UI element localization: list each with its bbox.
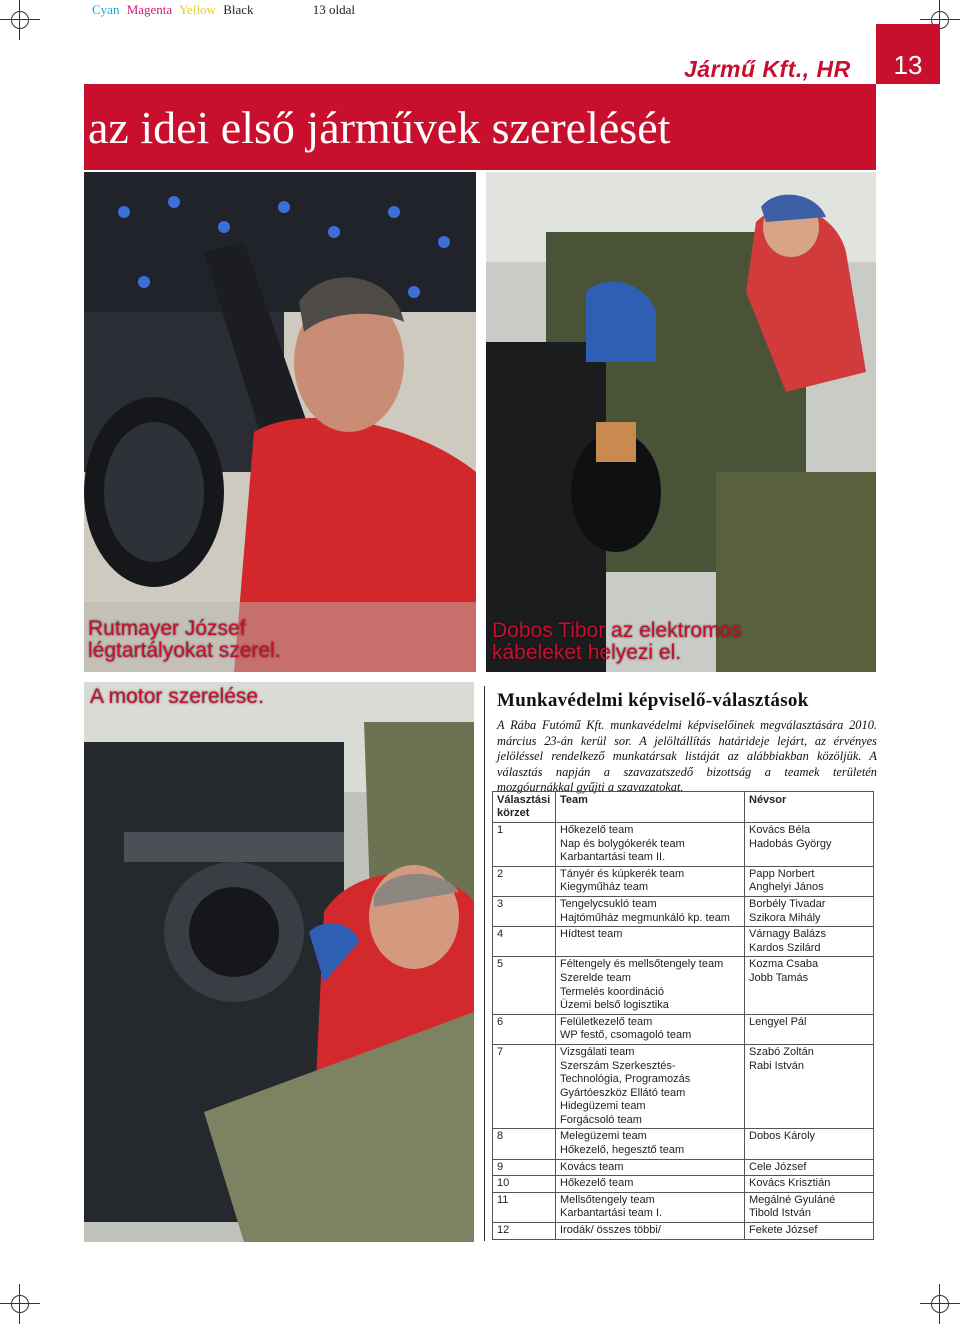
team-name: Mellsőtengely team	[560, 1193, 655, 1206]
team-cell	[556, 1014, 745, 1044]
table-row	[493, 1176, 874, 1193]
page-number: 13	[893, 49, 923, 80]
team-name: Hídtest team	[560, 928, 623, 941]
candidate-name: Szikora Mihály	[749, 911, 821, 924]
district-cell: 7	[493, 1044, 556, 1129]
district-cell: 10	[493, 1176, 556, 1193]
candidate-name: Kardos Szilárd	[749, 941, 821, 954]
team-cell	[556, 1129, 745, 1159]
article	[497, 690, 877, 796]
team-name: Technológia, Programozás	[560, 1073, 691, 1086]
table-row	[493, 823, 874, 867]
column-header-team: Team	[556, 792, 745, 823]
table-header-row	[493, 792, 874, 823]
candidate-name: Jobb Tamás	[749, 971, 809, 984]
photo-caption	[492, 620, 742, 664]
photo-caption	[88, 618, 281, 662]
team-name: Kiegyműház team	[560, 881, 649, 894]
district-cell: 5	[493, 957, 556, 1014]
team-name: Hőkezelő team	[560, 824, 634, 836]
district-cell: 8	[493, 1129, 556, 1159]
candidate-name: Papp Norbert	[749, 867, 815, 880]
names-cell	[745, 957, 874, 1014]
candidate-name: Kovács Krisztián	[749, 1177, 831, 1190]
table-row	[493, 957, 874, 1014]
slug-page: 13 oldal	[312, 2, 356, 17]
page-number-box	[876, 24, 940, 84]
team-name: Szerelde team	[560, 971, 631, 984]
table-row	[493, 1044, 874, 1129]
team-name: Üzemi belső logisztika	[560, 999, 669, 1012]
photo-engine-assembly	[84, 682, 474, 1242]
team-name: Féltengely és mellsőtengely team	[560, 958, 724, 971]
slug-magenta: Magenta	[126, 2, 173, 17]
table-row	[493, 1129, 874, 1159]
caption-text: Rutmayer József légtartályokat szerel.	[88, 617, 281, 662]
candidate-table	[492, 791, 874, 1240]
team-cell	[556, 1176, 745, 1193]
team-name: Termelés koordináció	[560, 985, 664, 998]
caption-text: A motor szerelése.	[90, 685, 264, 708]
photo-air-tank-assembly	[84, 172, 476, 672]
article-body: A Rába Futómű Kft. munkavédelmi képviselőinek megválasztására 2010. március 23-án kerül sor. A jelöltállítás határideje lejárt, az érvényes jelöléssel rendelkező munkatársak listáját az alábbiakban közöljük. A választás napján a szavazatszedő bizottság a teamek területén mozgóurnákkal gyűjti a szavazatokat.	[497, 718, 877, 795]
team-cell	[556, 823, 745, 867]
team-name: Vizsgálati team	[560, 1045, 635, 1058]
district-cell: 12	[493, 1223, 556, 1240]
district-cell: 11	[493, 1192, 556, 1222]
team-name: Tányér és kúpkerék team	[560, 867, 685, 880]
team-cell	[556, 1192, 745, 1222]
candidate-name: Kovács Béla	[749, 824, 811, 836]
candidate-name: Dobos Károly	[749, 1130, 816, 1143]
team-name: Kovács team	[560, 1160, 624, 1173]
slug-black: Black	[223, 2, 254, 17]
team-name: Hőkezelő team	[560, 1177, 634, 1190]
candidate-name: Cele József	[749, 1160, 807, 1173]
print-slug	[92, 2, 359, 18]
names-cell	[745, 1176, 874, 1193]
names-cell	[745, 1044, 874, 1129]
table-row	[493, 927, 874, 957]
team-cell	[556, 1223, 745, 1240]
names-cell	[745, 1159, 874, 1176]
names-cell	[745, 1223, 874, 1240]
team-name: Irodák/ összes többi/	[560, 1224, 661, 1237]
district-cell: 6	[493, 1014, 556, 1044]
team-cell	[556, 1159, 745, 1176]
registration-mark-icon	[0, 0, 40, 40]
district-cell: 2	[493, 866, 556, 896]
district-cell: 3	[493, 896, 556, 926]
team-cell	[556, 927, 745, 957]
team-name: Hőkezelő, hegesztő team	[560, 1144, 685, 1157]
table-row	[493, 896, 874, 926]
names-cell	[745, 1192, 874, 1222]
article-title: Munkavédelmi képviselő-választások	[497, 690, 809, 711]
team-name: Karbantartási team II.	[560, 851, 666, 864]
candidate-name: Megálné Gyuláné	[749, 1193, 836, 1206]
team-cell	[556, 866, 745, 896]
names-cell	[745, 896, 874, 926]
section-brand: Jármű Kft., HR	[684, 56, 851, 82]
slug-yellow: Yellow	[178, 2, 216, 17]
photo-cable-installation	[486, 172, 876, 672]
candidate-name: Szabó Zoltán	[749, 1045, 814, 1058]
candidate-name: Hadobás György	[749, 837, 832, 850]
team-cell	[556, 896, 745, 926]
caption-text: Dobos Tibor az elektromos kábeleket helyezi el.	[492, 619, 742, 664]
candidate-name: Rabi István	[749, 1059, 805, 1072]
names-cell	[745, 823, 874, 867]
team-name: Szerszám Szerkesztés-	[560, 1059, 676, 1072]
names-cell	[745, 866, 874, 896]
district-cell: 9	[493, 1159, 556, 1176]
candidate-name: Tibold István	[749, 1207, 811, 1220]
team-cell	[556, 1044, 745, 1129]
table-row	[493, 1192, 874, 1222]
table-row	[493, 1159, 874, 1176]
district-cell: 4	[493, 927, 556, 957]
team-name: Nap és bolygókerék team	[560, 837, 685, 850]
column-rule	[484, 686, 485, 1241]
column-header-district: Választási körzet	[493, 792, 556, 823]
team-name: WP festő, csomagoló team	[560, 1029, 692, 1042]
headline-banner	[84, 84, 876, 170]
team-name: Karbantartási team I.	[560, 1207, 663, 1220]
slug-cyan: Cyan	[92, 2, 120, 17]
candidate-name: Várnagy Balázs	[749, 928, 827, 941]
names-cell	[745, 1129, 874, 1159]
team-name: Hajtóműház megmunkáló kp. team	[560, 911, 730, 924]
candidate-name: Lengyel Pál	[749, 1015, 807, 1028]
team-name: Gyártóeszköz Ellátó team	[560, 1086, 686, 1099]
names-cell	[745, 1014, 874, 1044]
team-cell	[556, 957, 745, 1014]
photo-caption	[90, 686, 264, 708]
column-header-names: Névsor	[745, 792, 874, 823]
table-body	[493, 823, 874, 1240]
district-cell: 1	[493, 823, 556, 867]
table-row	[493, 1223, 874, 1240]
candidate-name: Kozma Csaba	[749, 958, 819, 971]
table-row	[493, 866, 874, 896]
registration-mark-icon	[920, 1284, 960, 1324]
team-name: Felületkezelő team	[560, 1015, 653, 1028]
headline-text: az idei első járművek szerelését	[88, 101, 671, 153]
table-row	[493, 1014, 874, 1044]
team-name: Tengelycsukló team	[560, 897, 657, 910]
candidate-name: Fekete József	[749, 1224, 818, 1237]
candidate-name: Borbély Tivadar	[749, 897, 826, 910]
names-cell	[745, 927, 874, 957]
team-name: Forgácsoló team	[560, 1113, 642, 1126]
candidate-name: Anghelyi János	[749, 881, 824, 894]
registration-mark-icon	[0, 1284, 40, 1324]
team-name: Hidegüzemi team	[560, 1100, 646, 1113]
team-name: Melegüzemi team	[560, 1130, 647, 1143]
